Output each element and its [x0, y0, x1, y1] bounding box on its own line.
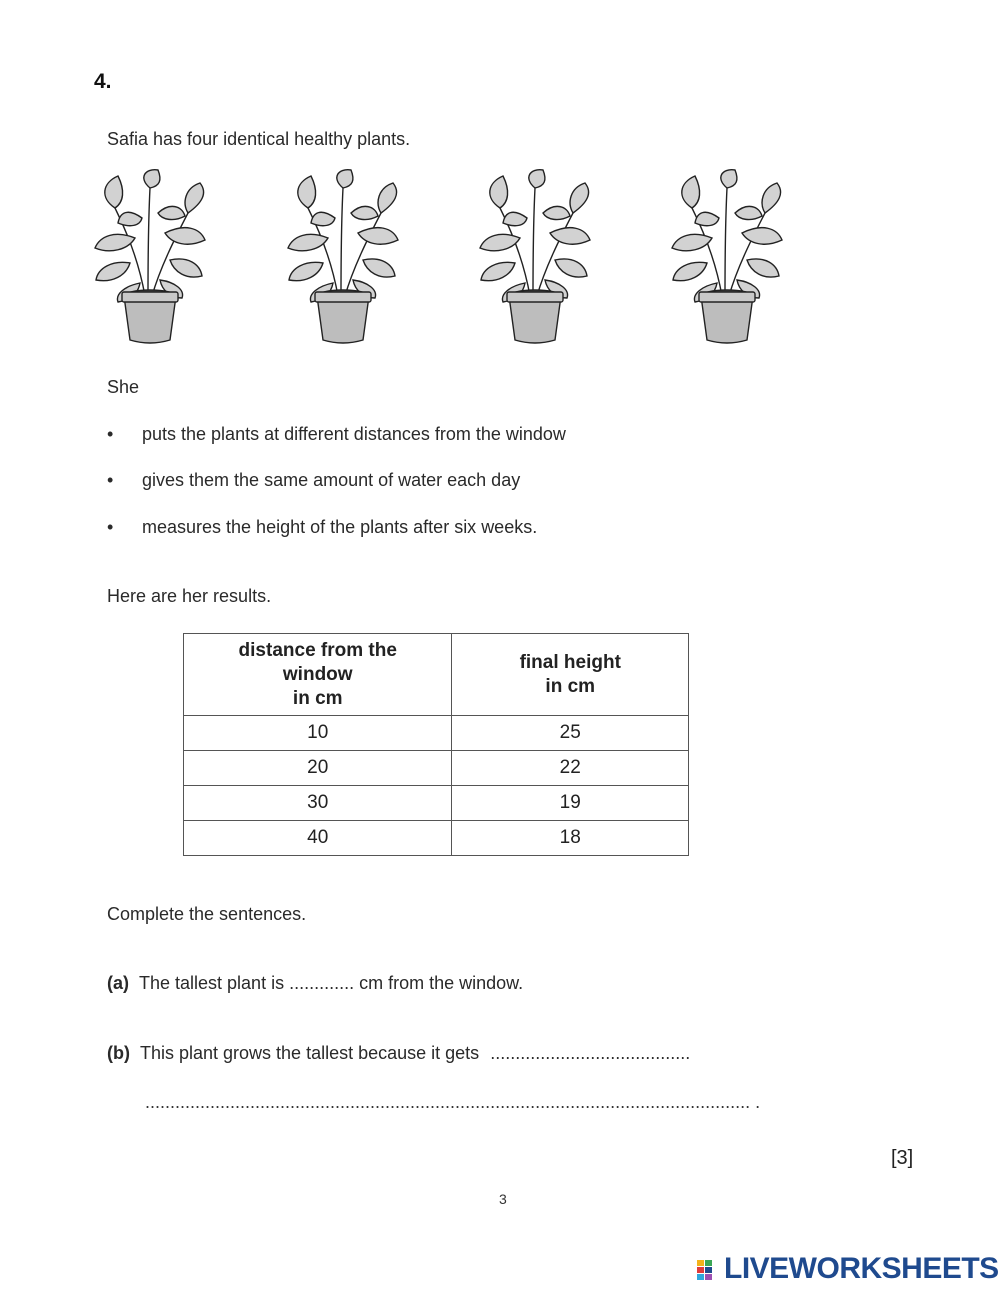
question-b	[107, 1043, 690, 1064]
table-cell: 25	[452, 716, 689, 751]
header-line: in cm	[545, 675, 596, 697]
marks-label: [3]	[891, 1147, 914, 1169]
question-number: 4.	[94, 70, 112, 93]
table-row	[184, 821, 689, 856]
header-line: in cm	[292, 687, 343, 709]
table-row	[184, 751, 689, 786]
bullet-item	[107, 517, 537, 538]
intro-text: Safia has four identical healthy plants.	[107, 129, 411, 149]
bullet-text: puts the plants at different distances from the window	[142, 424, 566, 444]
page-number: 3	[499, 1191, 507, 1207]
column-header-distance	[184, 634, 452, 716]
logo-blocks-icon	[697, 1260, 722, 1282]
bullet-text: gives them the same amount of water each day	[142, 470, 521, 490]
part-a-before: The tallest plant is	[139, 973, 285, 993]
table-cell: 20	[184, 751, 452, 786]
table-cell: 10	[184, 716, 452, 751]
part-a-label: (a)	[107, 973, 129, 993]
she-text: She	[107, 377, 140, 397]
question-a	[107, 973, 523, 994]
table-cell: 30	[184, 786, 452, 821]
part-b-text: This plant grows the tallest because it gets	[139, 1043, 480, 1063]
part-b-label: (b)	[107, 1043, 130, 1063]
column-header-height	[452, 634, 689, 716]
header-line: distance from the	[238, 639, 397, 661]
table-row	[184, 716, 689, 751]
bullet-text: measures the height of the plants after six weeks.	[142, 517, 538, 537]
table-cell: 22	[452, 751, 689, 786]
answer-blank-b-line2[interactable]: ......................................................................................................................... .	[145, 1092, 761, 1112]
table-header-row	[184, 634, 689, 716]
bullet-item	[107, 424, 566, 445]
answer-blank-a[interactable]: .............	[289, 973, 355, 993]
table-cell: 18	[452, 821, 689, 856]
bullet-item	[107, 470, 520, 491]
results-table	[183, 633, 689, 856]
header-line: final height	[519, 651, 621, 673]
plant-icon	[475, 168, 595, 350]
results-intro: Here are her results.	[107, 586, 272, 606]
bullet-symbol: •	[107, 517, 114, 537]
brand-name: LIVEWORKSHEETS	[724, 1252, 999, 1285]
plant-icon	[90, 168, 210, 350]
bullet-symbol: •	[107, 424, 114, 444]
answer-blank-b[interactable]: ........................................	[490, 1043, 691, 1063]
plants-illustration	[90, 168, 790, 353]
bullet-symbol: •	[107, 470, 114, 490]
plant-icon	[283, 168, 403, 350]
instruction-text: Complete the sentences.	[107, 904, 307, 924]
table-cell: 19	[452, 786, 689, 821]
plant-icon	[667, 168, 787, 350]
header-line: window	[282, 663, 353, 685]
table-row	[184, 786, 689, 821]
part-a-after: cm from the window.	[359, 973, 524, 993]
table-cell: 40	[184, 821, 452, 856]
